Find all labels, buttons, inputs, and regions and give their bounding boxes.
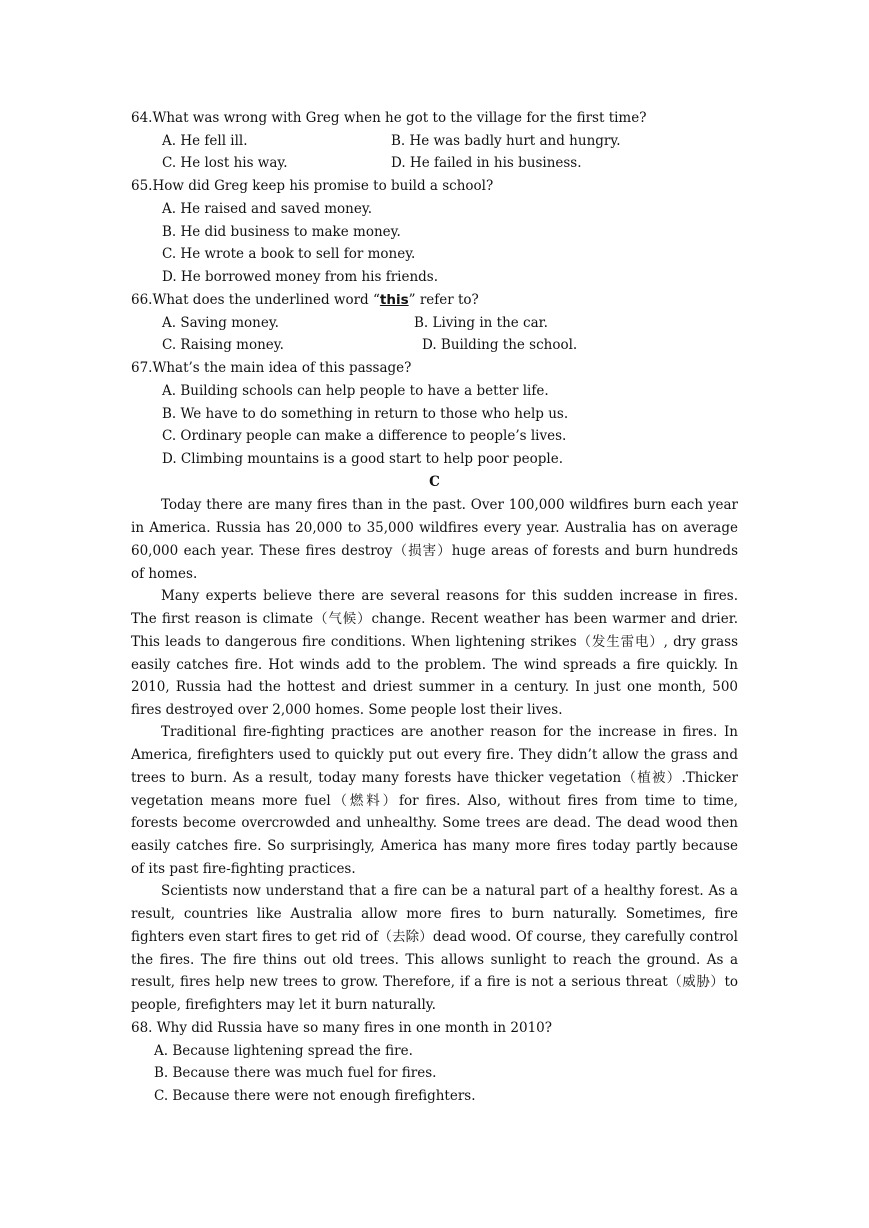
question-65-option-c: C. He wrote a book to sell for money. xyxy=(162,246,416,262)
question-66-option-d: D. Building the school. xyxy=(422,337,578,353)
question-65-option-b: B. He did business to make money. xyxy=(162,224,401,240)
question-68-option-c: C. Because there were not enough firefighters. xyxy=(154,1088,476,1104)
question-65-option-d: D. He borrowed money from his friends. xyxy=(162,269,439,285)
question-66-stem-suffix: ” refer to? xyxy=(408,292,479,308)
question-64-option-a: A. He fell ill. xyxy=(162,133,248,149)
question-68-option-a: A. Because lightening spread the fire. xyxy=(154,1043,413,1059)
question-67-option-b: B. We have to do something in return to those who help us. xyxy=(162,406,569,422)
question-68-stem: 68. Why did Russia have so many fires in one month in 2010? xyxy=(131,1020,552,1036)
question-64-option-d: D. He failed in his business. xyxy=(391,155,582,171)
passage-paragraph-2: Many experts believe there are several reasons for this sudden increase in fires. The first reason is climate（气候）change. Recent weather has been warmer and drier. This leads to dangerous fire conditions. When lightening strikes（发生雷电）, dry grass easily catches fire. Hot winds add to the problem. The wind spreads a fire quickly. In 2010, Russia had the hottest and driest summer in a century. In just one month, 500 fires destroyed over 2,000 homes. Some people lost their lives. xyxy=(131,588,738,719)
passage-paragraph-4: Scientists now understand that a fire can be a natural part of a healthy forest. As a result, countries like Australia allow more fires to burn naturally. Sometimes, fire fighters even start fires to get rid of（去除）dead wood. Of course, they carefully control the fires. The fire thins out old trees. This allows sunlight to reach the ground. As a result, fires help new trees to grow. Therefore, if a fire is not a serious threat（威胁）to people, firefighters may let it burn naturally. xyxy=(131,883,738,1014)
question-67-stem: 67.What’s the main idea of this passage? xyxy=(131,360,412,376)
question-65-option-a: A. He raised and saved money. xyxy=(162,201,372,217)
passage-paragraph-3: Traditional fire-fighting practices are another reason for the increase in fires. In America, firefighters used to quickly put out every fire. They didn’t allow the grass and trees to burn. As a result, today many forests have thicker vegetation（植被）.Thicker vegetation means more fuel（燃料）for fires. Also, without fires from time to time, forests become overcrowded and unhealthy. Some trees are dead. The dead wood then easily catches fire. So surprisingly, America has many more fires today partly because of its past fire-fighting practices. xyxy=(131,724,738,878)
question-67-option-a: A. Building schools can help people to have a better life. xyxy=(162,383,549,399)
question-64-stem: 64.What was wrong with Greg when he got to the village for the first time? xyxy=(131,110,647,126)
question-64-option-b: B. He was badly hurt and hungry. xyxy=(391,133,621,149)
question-66-stem xyxy=(131,291,479,309)
question-68-option-b: B. Because there was much fuel for fires. xyxy=(154,1065,437,1081)
question-65-stem: 65.How did Greg keep his promise to build a school? xyxy=(131,178,494,194)
question-67-option-d: D. Climbing mountains is a good start to help poor people. xyxy=(162,451,563,467)
question-67-option-c: C. Ordinary people can make a difference to people’s lives. xyxy=(162,428,567,444)
question-64-option-c: C. He lost his way. xyxy=(162,155,288,171)
section-heading: C xyxy=(429,474,440,490)
question-66-option-c: C. Raising money. xyxy=(162,337,284,353)
question-66-stem-prefix: 66.What does the underlined word “ xyxy=(131,292,380,308)
question-66-option-a: A. Saving money. xyxy=(162,315,279,331)
question-66-option-b: B. Living in the car. xyxy=(414,315,548,331)
underlined-word-this: this xyxy=(379,292,409,308)
passage-paragraph-1: Today there are many fires than in the past. Over 100,000 wildfires burn each year in America. Russia has 20,000 to 35,000 wildfires every year. Australia has on average 60,000 each year. These fires destroy（损害）huge areas of forests and burn hundreds of homes. xyxy=(131,497,738,582)
